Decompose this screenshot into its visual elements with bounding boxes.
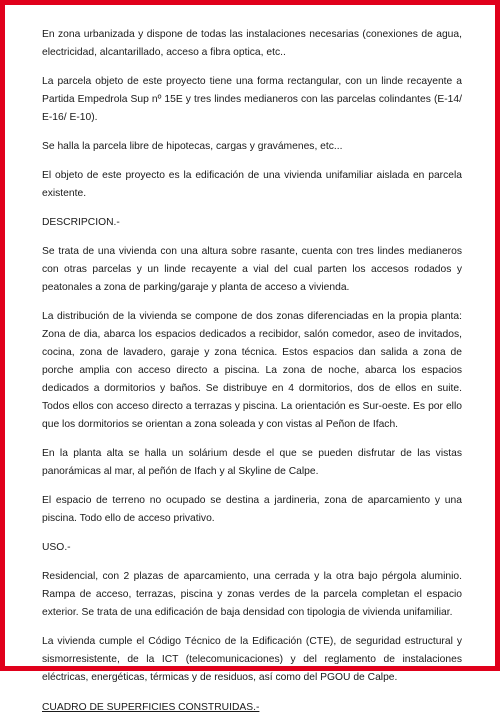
document-body: [42, 26, 462, 728]
paragraph-planta-alta: En la planta alta se halla un solárium desde el que se pueden disfrutar de las vistas panorámicas al mar, al peñón de Ifach y al Skyline de Calpe.: [42, 448, 462, 477]
paragraph-cargas: Se halla la parcela libre de hipotecas, cargas y gravámenes, etc...: [42, 141, 343, 152]
paragraph-terreno: El espacio de terreno no ocupado se destina a jardineria, zona de aparcamiento y una piscina. Todo ello de acceso privativo.: [42, 495, 462, 524]
heading-cuadro-superficies: CUADRO DE SUPERFICIES CONSTRUIDAS.-: [42, 702, 260, 713]
heading-uso: USO.-: [42, 542, 71, 553]
paragraph-distribucion: La distribución de la vivienda se compone de dos zonas diferenciadas en la propia planta: Zona de dia, abarca los espacios dedicados a recibidor, salón comedor, aseo de invitados, cocina, zona de lavadero, garaje y zona técnica. Estos espacios dan salida a zona de porche amplia con acceso directo a piscina. La zona de noche, abarca los espacios dedicados a dormitorios y baños. Se distribuye en 4 dormitorios, dos de ellos en suite. Todos ellos con acceso directo a terrazas y piscina. La orientación es Sur-oeste. Es por ello que los dormitorios se orientan a zona soleada y con vistas al Peñon de Ifach.: [42, 311, 462, 430]
paragraph-vivienda: Se trata de una vivienda con una altura sobre rasante, cuenta con tres lindes medianeros con otras parcelas y un linde recayente a vial del cual parten los accesos rodados y peatonales a zona de parking/garaje y planta de acceso a vivienda.: [42, 246, 462, 293]
paragraph-objeto: El objeto de este proyecto es la edificación de una vivienda unifamiliar aislada en parcela existente.: [42, 170, 462, 199]
paragraph-parcela: La parcela objeto de este proyecto tiene una forma rectangular, con un linde recayente a Partida Empedrola Sup nº 15E y tres lindes medianeros con las parcelas colindantes (E-14/ E-16/ E-10).: [42, 76, 462, 123]
paragraph-urbanizacion: En zona urbanizada y dispone de todas las instalaciones necesarias (conexiones de agua, electricidad, alcantarillado, acceso a fibra optica, etc..: [42, 29, 462, 58]
paragraph-residencial: Residencial, con 2 plazas de aparcamiento, una cerrada y la otra bajo pérgola aluminio. Rampa de acceso, terrazas, piscina y zonas verdes de la parcela completan el espacio exterior. Se trata de una edificación de baja densidad con tipologia de vivienda unifamiliar.: [42, 571, 462, 618]
heading-descripcion: DESCRIPCION.-: [42, 217, 120, 228]
paragraph-normativa: La vivienda cumple el Código Técnico de la Edificación (CTE), de seguridad estructural y sismorresistente, de la ICT (telecomunicaciones) y del reglamento de instalaciones eléctricas, energéticas, térmicas y de residuos, así como del PGOU de Calpe.: [42, 636, 462, 683]
